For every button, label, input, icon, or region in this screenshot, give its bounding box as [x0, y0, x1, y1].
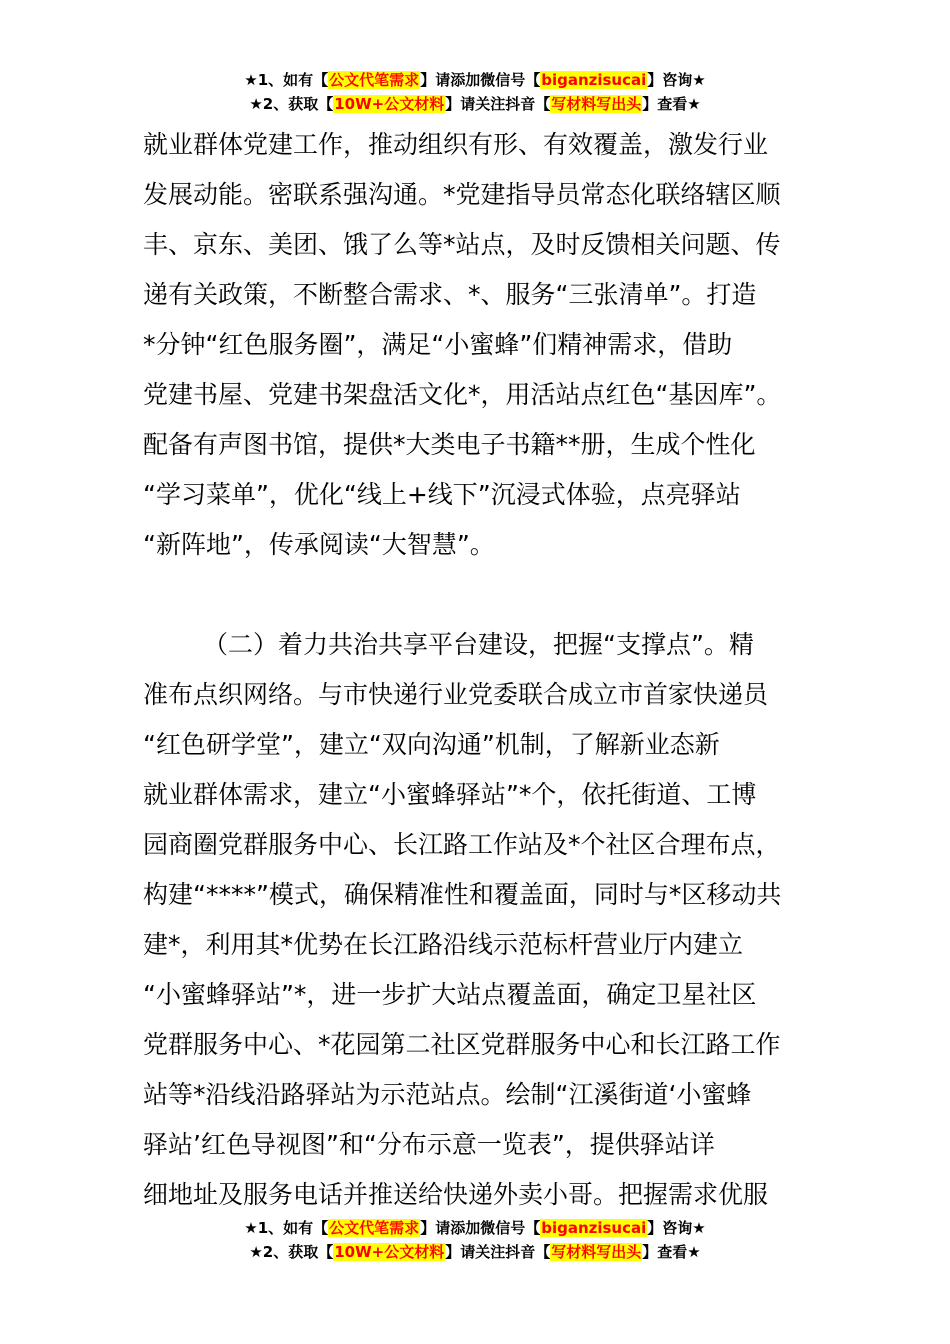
text-line: *分钟“红色服务圈”，满足“小蜜蜂”们精神需求，借助 — [143, 330, 733, 359]
text-line: 驿站’红色导视图”和“分布示意一览表”，提供驿站详 — [143, 1130, 715, 1159]
promo-banner-top — [0, 68, 950, 116]
text-line: 配备有声图书馆，提供*大类电子书籍**册，生成个性化 — [143, 430, 756, 459]
promo-text: ★1、如有【 — [244, 1219, 329, 1237]
text-line: 建*，利用其*优势在长江路沿线示范标杆营业厅内建立 — [143, 930, 744, 959]
promo-highlight: 公文代笔需求 — [329, 71, 420, 89]
text-line: 就业群体需求，建立“小蜜蜂驿站”*个，依托街道、工博 — [143, 780, 757, 809]
text-line: “新阵地”，传承阅读“大智慧”。 — [143, 530, 495, 559]
wechat-id-highlight: biganzisucai — [541, 71, 647, 89]
text-line: 构建“****”模式，确保精准性和覆盖面，同时与*区移动共 — [143, 880, 782, 909]
promo-line-2 — [0, 1240, 950, 1264]
promo-text: 】查看★ — [642, 95, 701, 113]
text-line: 站等*沿线沿路驿站为示范站点。绘制“江溪街道‘小蜜蜂 — [143, 1080, 752, 1109]
douyin-account-highlight: 写材料写出头 — [551, 1243, 642, 1261]
promo-text: ★1、如有【 — [244, 71, 329, 89]
paragraph-2 — [143, 620, 823, 1220]
document-body — [143, 120, 823, 1220]
promo-highlight: 10W+公文材料 — [334, 95, 445, 113]
promo-text: 】咨询★ — [647, 71, 706, 89]
text-line: 准布点织网络。与市快递行业党委联合成立市首家快递员 — [143, 680, 769, 709]
text-line: 党建书屋、党建书架盘活文化*，用活站点红色“基因库”。 — [143, 380, 782, 409]
text-line: 就业群体党建工作，推动组织有形、有效覆盖，激发行业 — [143, 130, 769, 159]
text-line: 园商圈党群服务中心、长江路工作站及*个社区合理布点， — [143, 830, 781, 859]
promo-highlight: 10W+公文材料 — [334, 1243, 445, 1261]
promo-text: ★2、获取【 — [249, 95, 334, 113]
text-line: 发展动能。密联系强沟通。*党建指导员常态化联络辖区顺 — [143, 180, 781, 209]
text-line: “学习菜单”，优化“线上+线下”沉浸式体验，点亮驿站 — [143, 480, 741, 509]
promo-text: 】查看★ — [642, 1243, 701, 1261]
promo-text: ★2、获取【 — [249, 1243, 334, 1261]
text-line: 丰、京东、美团、饿了么等*站点，及时反馈相关问题、传 — [143, 230, 781, 259]
text-line: “红色研学堂”，建立“双向沟通”机制，了解新业态新 — [143, 730, 720, 759]
text-line: 递有关政策，不断整合需求、*、服务“三张清单”。打造 — [143, 280, 757, 309]
paragraph-gap — [143, 570, 823, 620]
promo-text: 】请关注抖音【 — [445, 1243, 551, 1261]
section-heading-line: （二）着力共治共享平台建设，把握“支撑点”。精 — [203, 630, 754, 659]
promo-line-1 — [0, 1216, 950, 1240]
text-line: 党群服务中心、*花园第二社区党群服务中心和长江路工作 — [143, 1030, 781, 1059]
promo-text: 】请添加微信号【 — [420, 1219, 541, 1237]
promo-text: 】请关注抖音【 — [445, 95, 551, 113]
promo-line-2 — [0, 92, 950, 116]
promo-text: 】咨询★ — [647, 1219, 706, 1237]
promo-highlight: 公文代笔需求 — [329, 1219, 420, 1237]
promo-line-1 — [0, 68, 950, 92]
douyin-account-highlight: 写材料写出头 — [551, 95, 642, 113]
paragraph-1 — [143, 120, 823, 570]
promo-banner-bottom — [0, 1216, 950, 1264]
text-line: “小蜜蜂驿站”*，进一步扩大站点覆盖面，确定卫星社区 — [143, 980, 757, 1009]
text-line: 细地址及服务电话并推送给快递外卖小哥。把握需求优服 — [143, 1180, 769, 1209]
promo-text: 】请添加微信号【 — [420, 71, 541, 89]
wechat-id-highlight: biganzisucai — [541, 1219, 647, 1237]
